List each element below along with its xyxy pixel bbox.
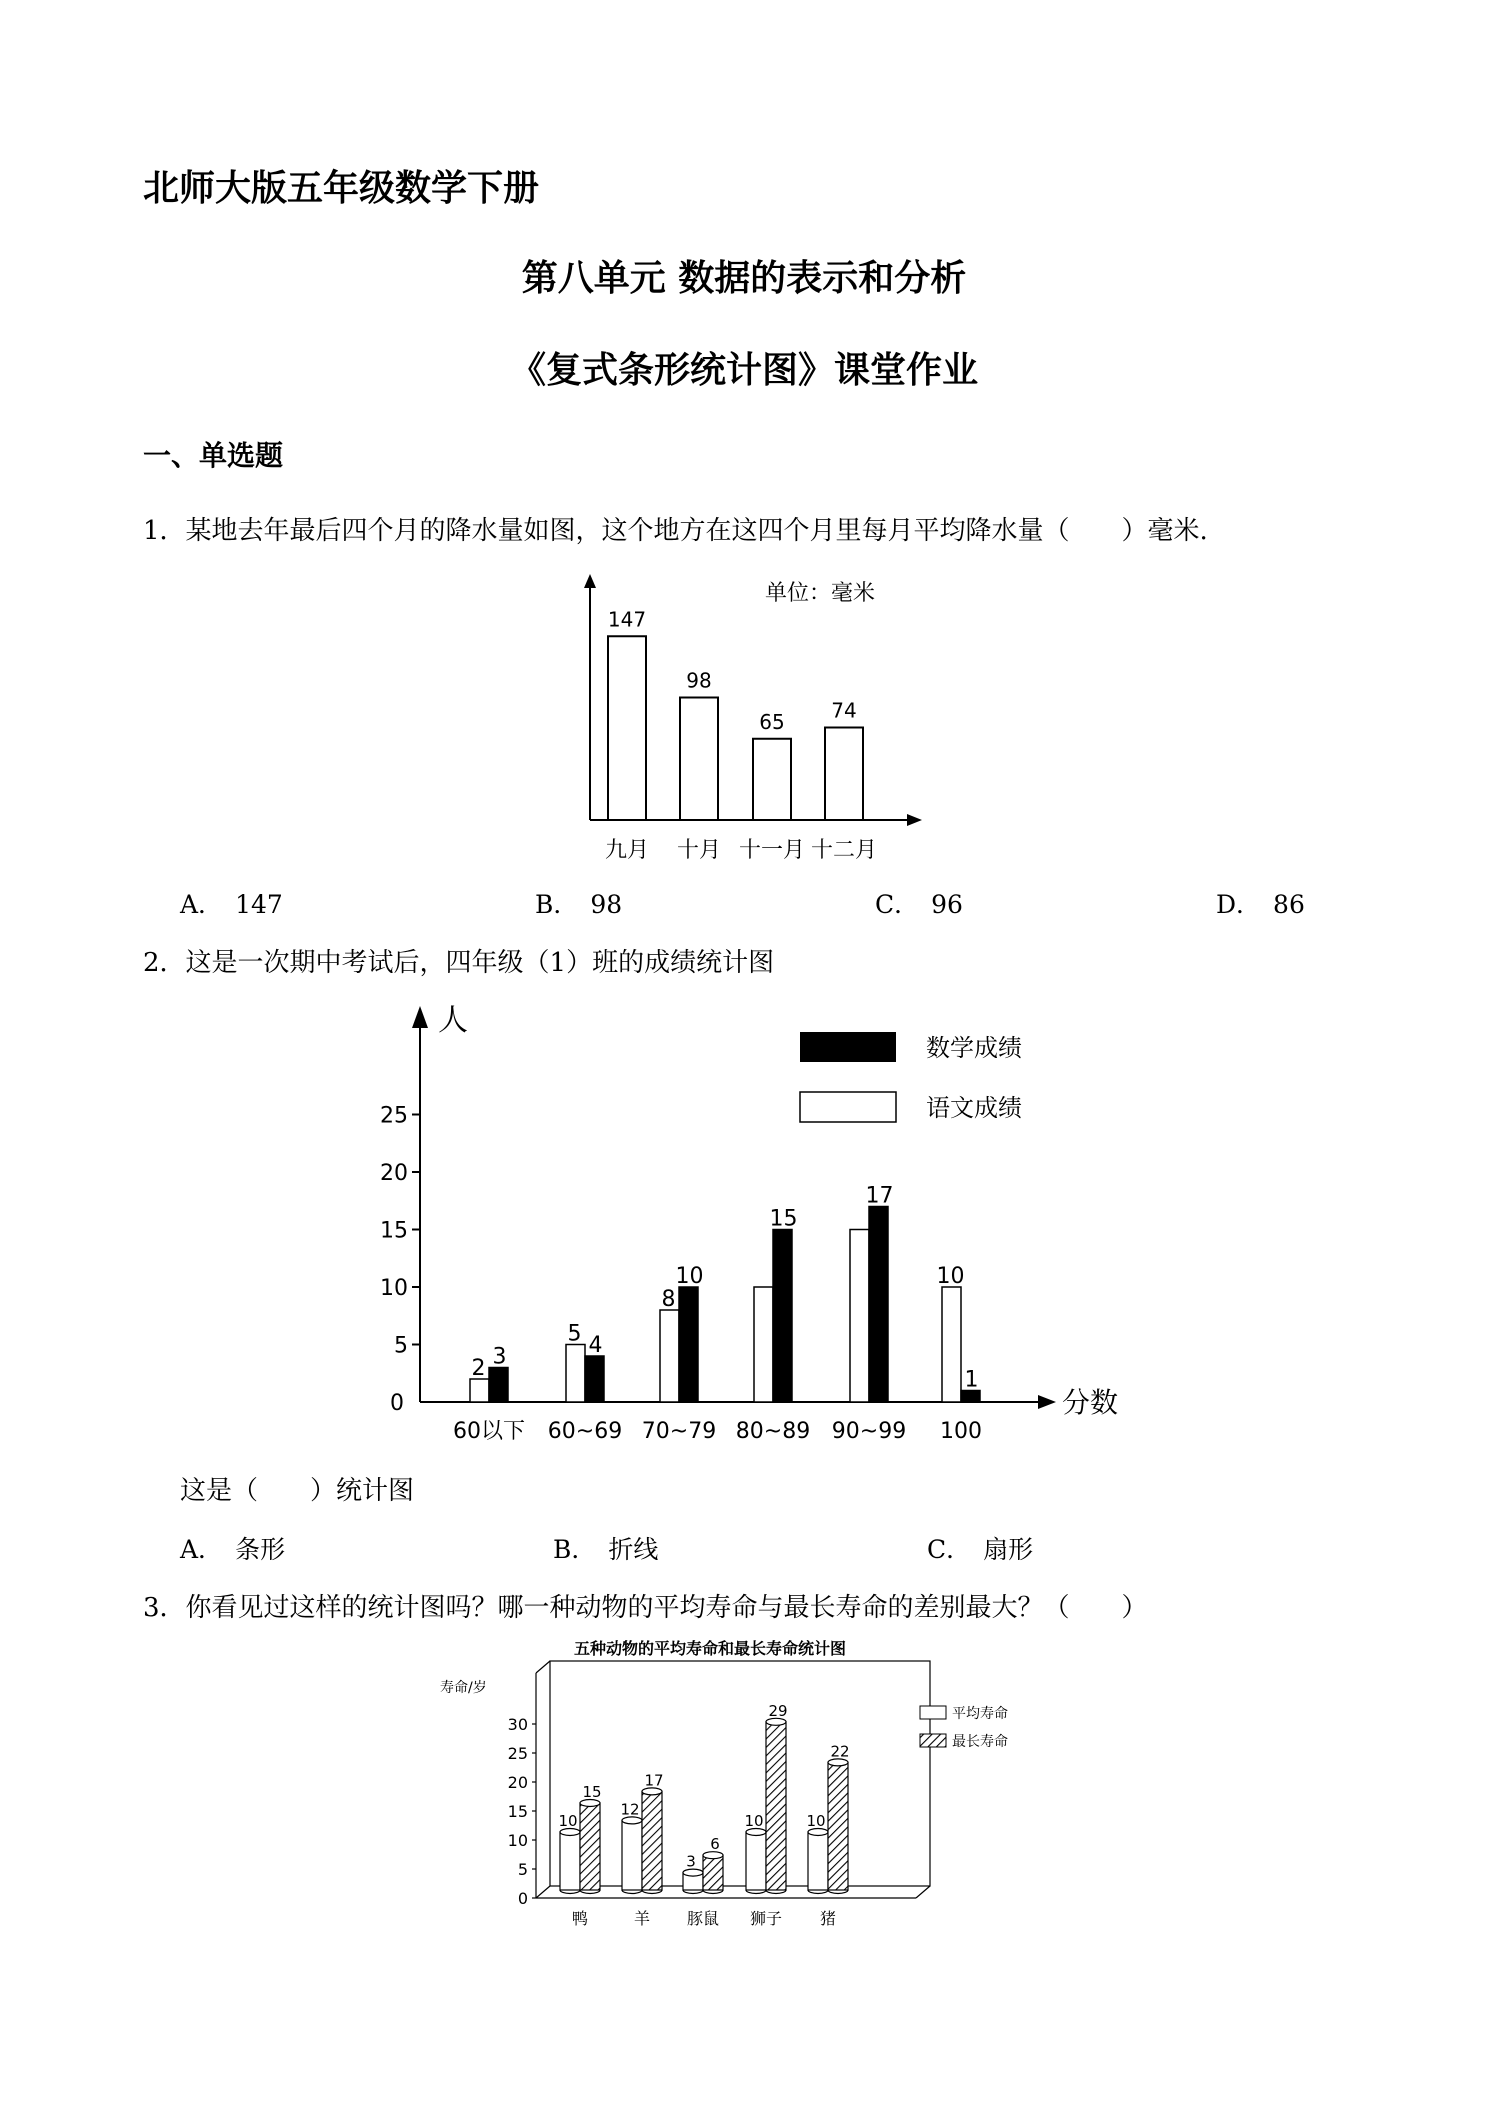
y-tick-label: 15 <box>380 1218 408 1244</box>
max-lifespan-bar <box>828 1762 848 1890</box>
math-score-bar <box>773 1230 792 1403</box>
chinese-score-label: 10 <box>936 1264 965 1289</box>
max-lifespan-label: 15 <box>582 1783 602 1801</box>
question-3 <box>143 1587 1148 1624</box>
data-label: 74 <box>831 698 857 723</box>
x-axis-label: 分数 <box>1062 1386 1119 1419</box>
max-lifespan-label: 29 <box>768 1701 788 1720</box>
max-lifespan-bar <box>642 1791 662 1890</box>
category-label: 十月 <box>676 838 722 863</box>
x-axis-arrow <box>1038 1395 1056 1409</box>
option-letter: A． <box>180 890 224 919</box>
category-label: 90~99 <box>831 1419 907 1444</box>
question-2-number: 2． <box>143 948 186 978</box>
x-axis-arrow <box>907 814 922 826</box>
math-score-bar <box>585 1356 604 1402</box>
option-letter: A． <box>180 1535 224 1564</box>
average-lifespan-bar <box>622 1820 642 1890</box>
bar-3 <box>825 728 863 821</box>
category-label: 60~69 <box>547 1419 623 1444</box>
category-label: 鸭 <box>571 1909 589 1928</box>
y-tick-label: 5 <box>517 1860 528 1879</box>
chinese-score-label: 2 <box>471 1356 486 1381</box>
max-lifespan-bar <box>580 1803 600 1890</box>
y-tick-label: 15 <box>507 1802 528 1821</box>
legend-label-math: 数学成绩 <box>926 1034 1022 1062</box>
y-tick-label: 5 <box>394 1333 408 1359</box>
data-label: 147 <box>607 607 647 632</box>
average-lifespan-bar <box>560 1832 580 1890</box>
math-score-label: 15 <box>769 1206 798 1232</box>
question-1 <box>143 510 1208 547</box>
question-3-text: 你看见过这样的统计图吗？哪一种动物的平均寿命与最长寿命的差别最大？（ ） <box>185 1593 1148 1623</box>
max-lifespan-label: 17 <box>644 1771 664 1790</box>
legend-swatch-max <box>920 1734 946 1747</box>
category-label: 羊 <box>633 1909 651 1928</box>
average-lifespan-label: 10 <box>744 1812 764 1830</box>
max-lifespan-bar <box>703 1855 723 1890</box>
back-wall <box>550 1661 930 1886</box>
data-label: 98 <box>686 668 712 693</box>
chinese-score-bar <box>850 1230 869 1403</box>
chinese-score-bar <box>566 1345 585 1403</box>
category-label: 十一月 <box>738 838 806 863</box>
average-lifespan-bar <box>746 1832 766 1890</box>
chinese-score-bar <box>470 1379 489 1402</box>
option-letter: B． <box>535 890 579 919</box>
y-axis-label: 人 <box>438 1003 468 1038</box>
question-2 <box>143 942 774 979</box>
option-letter: C． <box>875 890 920 919</box>
worksheet-title: 《复式条形统计图》课堂作业 <box>509 350 978 391</box>
option-text: 86 <box>1273 890 1305 919</box>
section-title: 一、单选题 <box>143 439 284 472</box>
legend-swatch-math <box>800 1032 896 1062</box>
q1-option-d[interactable] <box>1216 885 1305 921</box>
math-score-label: 4 <box>588 1333 603 1358</box>
math-score-bar <box>489 1368 508 1403</box>
average-lifespan-label: 3 <box>686 1852 696 1871</box>
average-lifespan-label: 10 <box>558 1812 578 1830</box>
question-2-text: 这是一次期中考试后，四年级（1）班的成绩统计图 <box>185 948 775 978</box>
max-lifespan-label: 22 <box>830 1742 850 1761</box>
chinese-score-bar <box>754 1287 773 1402</box>
y-axis-label: 寿命/岁 <box>440 1680 487 1696</box>
y-tick-label: 20 <box>507 1773 528 1792</box>
option-text: 98 <box>590 890 623 919</box>
category-label: 十二月 <box>810 838 878 863</box>
option-text: 折线 <box>608 1535 659 1564</box>
data-label: 65 <box>759 709 785 734</box>
y-tick-label: 25 <box>380 1103 408 1129</box>
bar-0 <box>608 636 646 820</box>
category-label: 豚鼠 <box>686 1909 720 1928</box>
legend-swatch-average <box>920 1706 946 1719</box>
option-text: 96 <box>931 890 963 919</box>
math-score-label: 3 <box>492 1344 507 1370</box>
question-1-number: 1． <box>143 516 186 546</box>
average-lifespan-label: 12 <box>620 1800 640 1819</box>
option-letter: B． <box>553 1535 597 1564</box>
category-label: 猪 <box>819 1909 837 1928</box>
y-axis-arrow <box>412 1006 428 1028</box>
category-label: 80~89 <box>735 1419 811 1444</box>
average-lifespan-bar <box>808 1832 828 1890</box>
y-tick-label: 10 <box>380 1276 408 1301</box>
option-text: 扇形 <box>983 1535 1034 1564</box>
category-label: 九月 <box>604 838 650 863</box>
rainfall-bar-chart <box>560 570 940 870</box>
chinese-score-bar <box>660 1310 679 1402</box>
category-label: 60以下 <box>453 1419 525 1444</box>
category-label: 狮子 <box>749 1909 783 1928</box>
category-label: 100 <box>940 1419 982 1444</box>
bar-1 <box>680 698 718 821</box>
origin-label: 0 <box>390 1391 404 1416</box>
y-tick-label: 30 <box>507 1715 528 1734</box>
option-text: 条形 <box>235 1535 286 1564</box>
y-tick-label: 0 <box>517 1889 528 1908</box>
q2-option-a[interactable] <box>180 1530 285 1566</box>
floor-right-edge <box>916 1886 930 1898</box>
score-bar-chart <box>370 1000 1130 1450</box>
book-title: 北师大版五年级数学下册 <box>143 168 540 209</box>
question-2-subtext: 这是（ ）统计图 <box>180 1476 415 1506</box>
chinese-score-bar <box>942 1287 961 1402</box>
math-score-bar <box>679 1287 698 1402</box>
bar-2 <box>753 739 791 820</box>
legend-label-chinese: 语文成绩 <box>926 1094 1022 1122</box>
math-score-bar <box>869 1207 888 1403</box>
y-axis-arrow <box>584 574 596 588</box>
math-score-label: 1 <box>964 1367 979 1393</box>
option-letter: D． <box>1216 890 1262 919</box>
floor-left-edge <box>536 1886 550 1898</box>
max-lifespan-bar <box>766 1722 786 1890</box>
max-lifespan-label: 6 <box>710 1835 720 1854</box>
question-3-number: 3． <box>143 1593 186 1623</box>
y-tick-label: 20 <box>380 1161 408 1186</box>
math-score-label: 10 <box>675 1264 704 1289</box>
q1-option-c[interactable] <box>875 885 963 921</box>
chinese-score-label: 8 <box>661 1287 676 1312</box>
chart-title: 五种动物的平均寿命和最长寿命统计图 <box>573 1640 847 1658</box>
option-letter: C． <box>927 1535 972 1564</box>
legend-label-average: 平均寿命 <box>952 1706 1008 1722</box>
unit-title: 第八单元 数据的表示和分析 <box>521 258 967 299</box>
category-label: 70~79 <box>641 1419 717 1444</box>
math-score-label: 17 <box>865 1183 894 1209</box>
chinese-score-label: 5 <box>567 1321 582 1347</box>
y-tick-label: 10 <box>507 1831 528 1850</box>
q2-option-b[interactable] <box>553 1530 658 1566</box>
lifespan-bar-chart <box>440 1640 1060 1930</box>
q2-option-c[interactable] <box>927 1530 1033 1566</box>
unit-label: 单位：毫米 <box>765 581 876 606</box>
legend-label-max: 最长寿命 <box>952 1734 1008 1750</box>
y-tick-label: 25 <box>507 1744 528 1763</box>
q1-option-a[interactable] <box>180 885 283 921</box>
top-left-edge <box>536 1661 550 1673</box>
q1-option-b[interactable] <box>535 885 622 921</box>
legend-swatch-chinese <box>800 1092 896 1122</box>
option-text: 147 <box>235 890 283 919</box>
average-lifespan-label: 10 <box>806 1812 826 1830</box>
question-1-text: 某地去年最后四个月的降水量如图，这个地方在这四个月里每月平均降水量（ ）毫米. <box>185 516 1208 546</box>
